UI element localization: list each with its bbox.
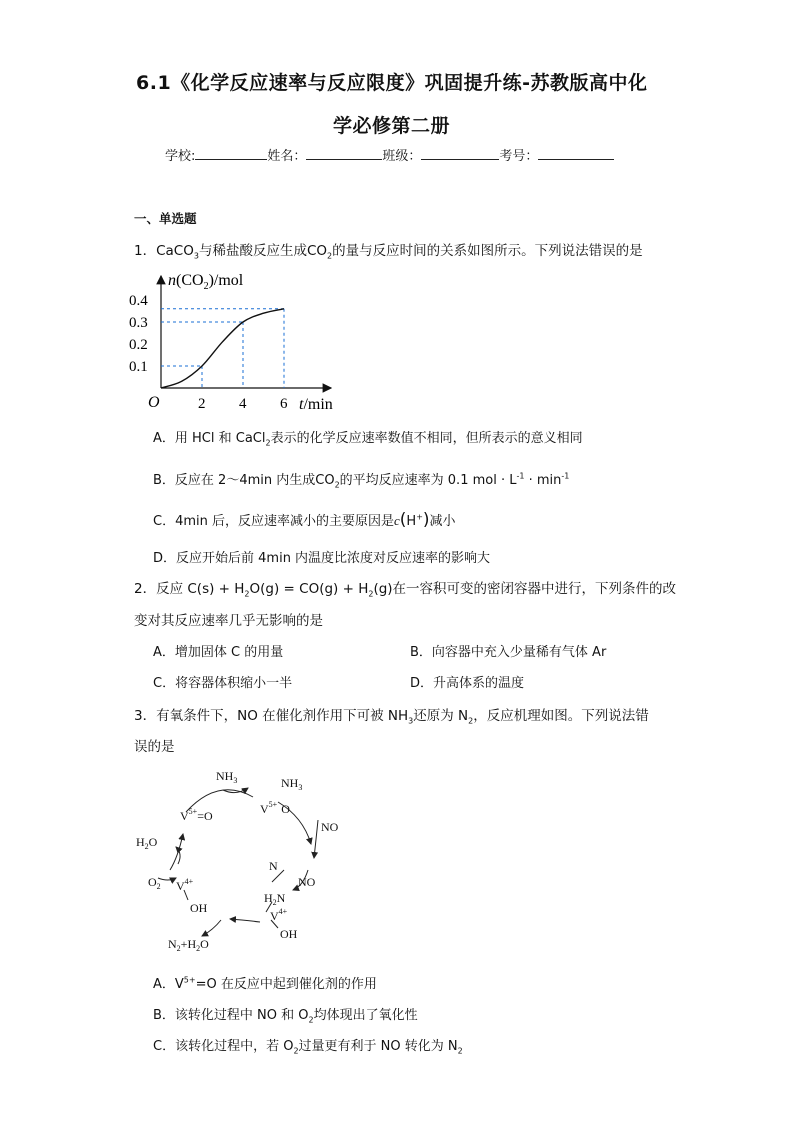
q2-option-a[interactable]: A．增加固体 C 的用量 xyxy=(153,645,284,660)
q3-c-sub-2: 2 xyxy=(457,1046,463,1056)
no-bound-label: NO xyxy=(298,875,316,889)
q1-c-paren-close: ) xyxy=(422,510,430,530)
q3-text-3: ，反应机理如图。下列说法错 xyxy=(473,708,649,724)
q3-sub-1: 3 xyxy=(408,716,414,726)
q3-a-sup: 5+ xyxy=(183,975,196,985)
q2-text-2: O(g) = CO(g) + H xyxy=(249,581,369,597)
q1-text-2: 的量与反应时间的关系如图所示。下列说法错误的是 xyxy=(332,243,643,259)
q1-b-text-2: 的平均反应速率为 0.1 mol · L xyxy=(339,473,517,488)
origin-label: O xyxy=(148,394,160,411)
q1-co2-sub: 2 xyxy=(327,251,333,261)
q1-b-text-3: · min xyxy=(524,473,562,488)
v5-right-label: $V^{5+}$ O xyxy=(260,800,290,816)
o2-label: $O_2$ xyxy=(148,875,161,891)
q1-c-text-2: 减小 xyxy=(429,514,456,529)
q1-c-h: H xyxy=(406,514,417,529)
v4-left-label: $V^{4+}$ xyxy=(176,877,194,893)
q1-caco3-sub: 3 xyxy=(193,251,199,261)
reaction-mechanism-diagram xyxy=(128,762,358,952)
q3-b-sub: 2 xyxy=(308,1015,314,1025)
q1-b-co2: CO xyxy=(315,473,335,488)
q1-a-text-2: 表示的化学反应速率数值不相同，但所表示的意义相同 xyxy=(270,431,583,446)
oh-right-label: OH xyxy=(280,927,298,941)
q3-text-2: 还原为 N xyxy=(413,708,469,724)
q2-sub-1: 2 xyxy=(244,589,250,599)
q2-text-1: 2．反应 C(s) + H xyxy=(134,581,245,597)
n-label: N xyxy=(269,859,278,873)
arrow-n2-out xyxy=(202,920,221,936)
class-blank[interactable] xyxy=(421,146,499,160)
oh-left-label: OH xyxy=(190,901,208,915)
q2-option-d[interactable]: D．升高体系的温度 xyxy=(410,676,525,691)
q1-b-text-1: B．反应在 2～4min 内生成 xyxy=(153,473,316,488)
question-2-line-1 xyxy=(134,577,676,599)
n2-h2o-label: $N_2+H_2O$ xyxy=(168,937,209,952)
q3-option-a[interactable] xyxy=(153,973,377,992)
q1-option-c[interactable] xyxy=(153,510,456,530)
q1-b-sup-2: -1 xyxy=(561,471,570,481)
q1-c-plus: + xyxy=(416,512,423,522)
exam-no-label: 考号： xyxy=(499,149,539,164)
q1-a-text-1: A．用 HCl 和 CaCl xyxy=(153,431,266,446)
no-in-label: NO xyxy=(321,820,339,834)
nh3-bound-label: $NH_3$ xyxy=(281,776,303,792)
q1-caco3: CaCO xyxy=(156,243,194,259)
name-blank[interactable] xyxy=(306,146,382,160)
q1-prefix: 1． xyxy=(134,243,157,259)
section-heading: 一、单选题 xyxy=(134,211,197,226)
q1-b-sub: 2 xyxy=(334,480,340,490)
y-tick-label: 0.4 xyxy=(129,293,148,309)
question-3-line-2: 误的是 xyxy=(134,739,175,755)
q1-c-text-1: C．4min 后，反应速率减小的主要原因是 xyxy=(153,514,394,529)
class-label: 班级： xyxy=(382,149,422,164)
q1-b-sup-1: -1 xyxy=(516,471,525,481)
q3-b-text-1: B．该转化过程中 NO 和 O xyxy=(153,1008,309,1023)
nh3-in-label: $NH_3$ xyxy=(216,769,238,785)
q3-c-sub: 2 xyxy=(293,1046,299,1056)
x-tick-label: 4 xyxy=(239,396,247,412)
q3-c-text-2: 过量更有利于 NO 转化为 N xyxy=(298,1039,458,1054)
title-line-1: 6.1《化学反应速率与反应限度》巩固提升练-苏教版高中化 xyxy=(136,72,648,94)
h2n-label: $H_2N$ xyxy=(264,891,286,907)
q2-sub-2: 2 xyxy=(368,589,374,599)
arrow-bottom xyxy=(230,919,260,922)
co2-time-chart xyxy=(128,262,348,412)
h2o-label: $H_2O$ xyxy=(136,835,158,851)
q3-option-b[interactable] xyxy=(153,1004,418,1025)
y-axis-label: $n(CO_2)$/mol xyxy=(168,272,244,292)
q1-co2: CO xyxy=(306,243,328,259)
arrow-o2-in xyxy=(158,878,176,880)
question-3-line-1 xyxy=(134,704,649,726)
q1-c-paren-open: ( xyxy=(399,510,407,530)
arrow-no-in xyxy=(314,820,318,858)
arrow-left xyxy=(170,834,183,870)
x-axis-label: t/min xyxy=(299,396,333,412)
q1-option-b[interactable] xyxy=(153,469,569,490)
q2-option-c[interactable]: C．将容器体积缩小一半 xyxy=(153,676,293,691)
exam-no-blank[interactable] xyxy=(538,146,614,160)
q3-b-text-2: 均体现出了氧化性 xyxy=(313,1008,418,1023)
q3-sub-2: 2 xyxy=(468,716,474,726)
co2-curve xyxy=(161,309,284,388)
q1-text-1: 与稀盐酸反应生成 xyxy=(198,243,307,259)
q3-c-text-1: C．该转化过程中，若 O xyxy=(153,1039,294,1054)
q3-a-text-1: A．V xyxy=(153,977,184,992)
v4-right-label: $V^{4+}$ xyxy=(270,907,288,923)
y-tick-label: 0.1 xyxy=(129,359,148,375)
v5-left-label: $V^{5+}=O$ xyxy=(180,807,213,823)
q2-option-b[interactable]: B．向容器中充入少量稀有气体 Ar xyxy=(410,645,607,660)
x-tick-label: 6 xyxy=(280,396,288,412)
question-2-line-2: 变对其反应速率几乎无影响的是 xyxy=(134,613,323,629)
school-label: 学校: xyxy=(165,149,196,164)
q1-option-a[interactable] xyxy=(153,427,583,448)
y-tick-label: 0.2 xyxy=(129,337,148,353)
q2-text-3: (g)在一容积可变的密闭容器中进行，下列条件的改 xyxy=(373,581,677,597)
q1-c-c: c xyxy=(394,513,400,528)
q3-a-text-2: =O 在反应中起到催化剂的作用 xyxy=(195,977,377,992)
y-tick-label: 0.3 xyxy=(129,315,148,331)
title-line-2: 学必修第二册 xyxy=(333,115,451,137)
question-1-stem xyxy=(134,239,643,261)
school-blank[interactable] xyxy=(195,146,267,160)
q3-option-c[interactable] xyxy=(153,1035,463,1056)
q3-text-1: 3．有氧条件下，NO 在催化剂作用下可被 NH xyxy=(134,708,409,724)
q1-a-sub: 2 xyxy=(265,438,271,448)
x-tick-label: 2 xyxy=(198,396,206,412)
name-label: 姓名： xyxy=(267,149,307,164)
info-fields xyxy=(165,145,614,164)
q1-option-d[interactable]: D．反应开始后前 4min 内温度比浓度对反应速率的影响大 xyxy=(153,551,491,566)
